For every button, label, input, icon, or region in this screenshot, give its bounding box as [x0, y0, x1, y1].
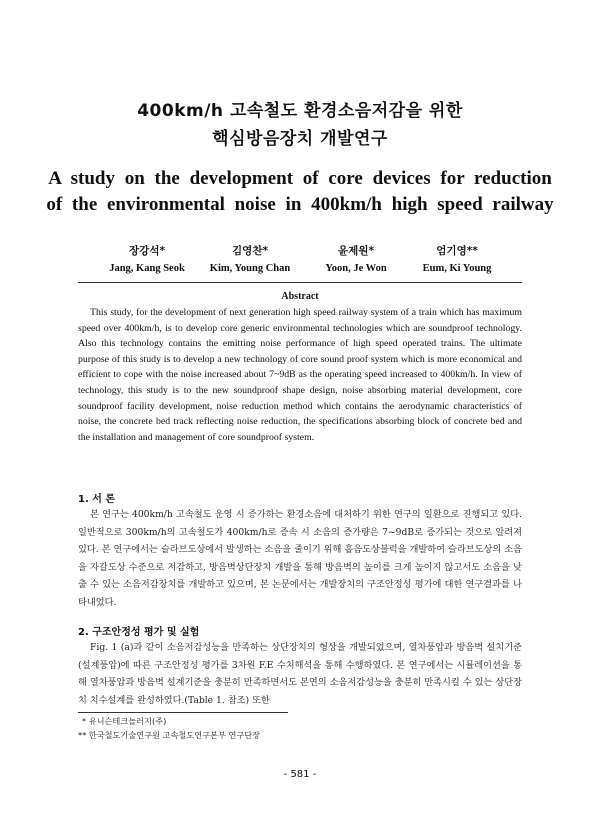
footnote-affiliation-1: * 유니슨테크놀러지(주) — [82, 716, 167, 726]
section-text-introduction: 본 연구는 400km/h 고속철도 운영 시 증가하는 환경소음에 대처하기 위한 연구의 일환으로 진행되고 있다. 일반적으로 300km/h의 고속철도가 400km/h로 증속 시 소음의 증가량은 7~9dB로 증가되는 것으로 알려져 있다. 본 연구에서는 슬라브도상에서 발생하는 소음을 줄이기 위해 흡음도상블럭을 개발하여 슬라브도상의 소음을 자갈도상 수준으로 저감하고, 방음벽상단장치 개발을 통해 방음벽의 높이를 크게 높이지 않고서도 소음을 낮출 수 있는 소음저감장치를 개발하고 있으며, 본 논문에서는 개발장치의 구조안정성 평가에 대한 연구결과를 나타내었다. — [78, 509, 522, 608]
author-name-ko: 김영찬* — [232, 245, 268, 257]
abstract-text: This study, for the development of next generation high speed railway system of a train which has maximum speed over 400km/h, is to develop core generic environmental technologies which are soundproof technology. Also this technology contains the emitting noise performance of high speed operated trains. The ultimate purpose of this study is to develop a new technology of core sound proof system which is more economical and efficient to cope with the noise increased about 7~9dB as the operating speed increased to 400km/h. In view of technology, this study is to the new soundproof shape design, noise absorbing material development, core soundproof facility development, noise reduction method which contains the aerodynamic characteristics of noise, the concrete bed track reflecting noise reduction, the specifications absorbing block of concrete bed and the installation and management of core soundproof system. — [78, 307, 522, 443]
author-name-ko: 윤제원* — [338, 245, 374, 257]
author-4 — [397, 242, 517, 278]
author-name-en: Eum, Ki Young — [422, 263, 492, 274]
section-heading-structural-evaluation: 2. 구조안정성 평가 및 실험 — [78, 627, 200, 638]
header-divider — [78, 282, 522, 283]
author-name-ko: 장강석* — [129, 245, 165, 257]
footnote-divider — [78, 712, 288, 713]
korean-title-line-1: 400km/h 고속철도 환경소음저감을 위한 — [137, 101, 463, 121]
author-1 — [87, 242, 207, 278]
english-title-line-1: A study on the development of core devices for reduction — [48, 168, 552, 189]
author-name-ko: 엄기영** — [436, 245, 478, 257]
footnote-affiliation-2: ** 한국철도기술연구원 고속철도연구본부 연구단장 — [78, 730, 261, 740]
author-name-en: Jang, Kang Seok — [109, 263, 185, 274]
page-number: - 581 - — [283, 769, 317, 780]
korean-title-line-2: 핵심방음장치 개발연구 — [212, 129, 388, 149]
author-name-en: Kim, Young Chan — [209, 263, 291, 274]
author-name-en: Yoon, Je Won — [325, 263, 387, 274]
section-text-structural-evaluation: Fig. 1 (a)과 같이 소음저감성능을 만족하는 상단장치의 형상을 개발되었으며, 열차풍압과 방음벽 설치기준(설계풍압)에 따른 구조안정성 평가를 3차원 F.E 수치해석을 통해 수행하였다. 본 연구에서는 시뮬레이션을 통해 열차풍압과 방음벽 설계기준을 충분히 만족하면서도 본연의 소음저감성능을 충분히 만족시킬 수 있는 상단장치 치수설계를 완성하였다.(Table 1. 참조) 또한 — [78, 642, 522, 706]
abstract-heading: Abstract — [281, 291, 319, 302]
english-title-line-2: of the environmental noise in 400km/h high speed railway — [46, 194, 554, 215]
section-heading-introduction: 1. 서 론 — [78, 494, 116, 505]
author-2 — [190, 242, 310, 278]
